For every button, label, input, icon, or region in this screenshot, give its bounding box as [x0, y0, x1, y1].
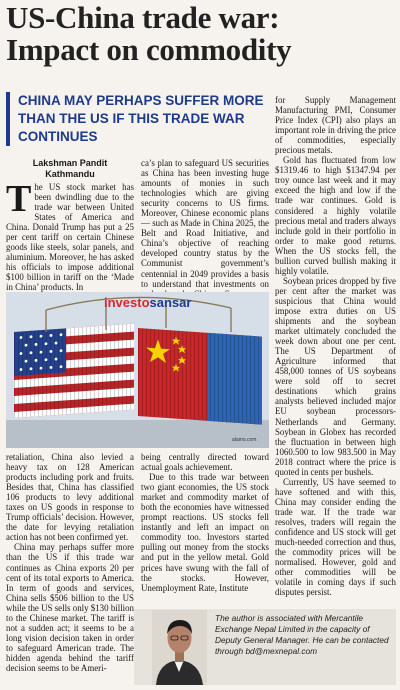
headline [6, 2, 398, 66]
hero-image-containers [6, 292, 269, 448]
kicker-subheadline: CHINA MAY PERHAPS SUFFER MORE THAN THE US IF THIS TRADE WAR CONTINUES [6, 92, 280, 146]
author-name: Lakshman Pandit [32, 158, 108, 168]
paragraph: he US stock market has been dwindling due to the trade war between United States of America and China. Donald Trump has put a 25 per cent tariff on certain Chinese goods like steels, solar panels, and aluminium. Moreover, he has asked his officials to impose additional $100 billion in tariff on the ‘Made in China’ products. In [6, 182, 134, 293]
column-2-bottom [141, 452, 269, 593]
paragraph: ca’s plan to safeguard US securities as China has been investing huge amounts of monies in such technologies which are giving security concerns to US firms. Moreover, Chinese economic plans — such as Made in China 2025, the Belt and Road Initiative, and China’s objective of reaching developed country status by the Communist government’s centennial in 2049 provides a basis to understand that investments on [141, 158, 269, 289]
paragraph: for Supply Management Manufacturing PMI, Consumer Price Index (CPI) also plays an important role in driving the price of commodities, especially precious metals. [275, 95, 396, 156]
brand-part-1: investo [104, 295, 150, 310]
paragraph: Currently, US have seemed to have softened and with this, China may consider ending the trade war. If the trade war resolves, traders will regain the confidence and US stock will get much-needed correction and thus, the commodity prices will be normalised. However, gold and other commodities will be volatile in coming days if such disputes persist. [275, 476, 396, 598]
column-2-top [141, 158, 269, 299]
column-3 [275, 95, 396, 597]
author-portrait [152, 610, 207, 685]
paragraph: retaliation, China also levied a heavy tax on 128 American products including pork and fruits. Besides that, China has classified 106 products to levy additional taxes on US goods in response to Trump officials’ decision. However, the date for levying retaliation action has not been confirmed yet. [6, 452, 134, 543]
paragraph: Soybean prices dropped by five per cent after the market was suspicious that China would impose extra duties on US shipments and the soybean market ultimately concluded the week down about one per cent. The US Department of Agriculture informed that 458,000 tonnes of US soybeans were sold off to secret destinations which grains analysts believed included major EU soybean processors-Netherlands and Germany. Soybean in Globex has recorded the fluctuation in between high 1060.500 to low 983.500 in May 2018 contract where the price is quoted in cents per bushels. [275, 275, 396, 477]
paragraph: being centrally directed toward actual goals achievement. [141, 452, 269, 473]
headline-line-2: Impact on commodity [6, 32, 292, 67]
investosansar-logo [104, 296, 191, 310]
column-1-top [6, 178, 134, 293]
paragraph: China may perhaps suffer more than the US if this trade war continues as China exports 20 per cent of its total exports to America. In term of goods and services, China sells $506 billion to the US while the US sells only $130 billion to the Chinese market. The tariff is not a sudden act; it seems to be a long vision decision taken in order to safeguard American trade. The hidden agenda behind the tariff decision seems to be Ameri- [6, 542, 134, 673]
author-location: Kathmandu [45, 169, 95, 179]
shipping-containers-illustration [6, 292, 269, 448]
byline [6, 158, 134, 180]
author-note: The author is associated with Mercantile Exchange Nepal Limited in the capacity of Deputy General Manager. He can be contacted through bd@mexnepal.com [215, 613, 389, 656]
headline-line-1: US-China trade war: [6, 0, 280, 35]
image-credit: alamo.com [232, 437, 257, 443]
column-1-bottom [6, 452, 134, 673]
paragraph: Due to this trade war between two giant economies, the US stock market and commodity market of both the economies have witnessed prompt reactions. US stocks fell instantly and left an impact on commodity too. Investors started pulling out money from the stocks and put in the yellow metal. Gold prices have swung with the fall of the stocks. However, Unemployment Rate, Institute [141, 472, 269, 593]
author-photo [152, 610, 207, 685]
dropcap: T [6, 178, 32, 220]
brand-part-2: sansar [149, 295, 192, 310]
paragraph: Gold has fluctuated from low $1319.46 to high $1347.94 per troy ounce last week and it may exceed the high and low if the trade war continues. Gold is considered a highly volatile precious metal and traders always include gold in their portfolio in order to make good returns. When the US stocks fell, the bullion curved bullish making it highly volatile. [275, 155, 396, 276]
